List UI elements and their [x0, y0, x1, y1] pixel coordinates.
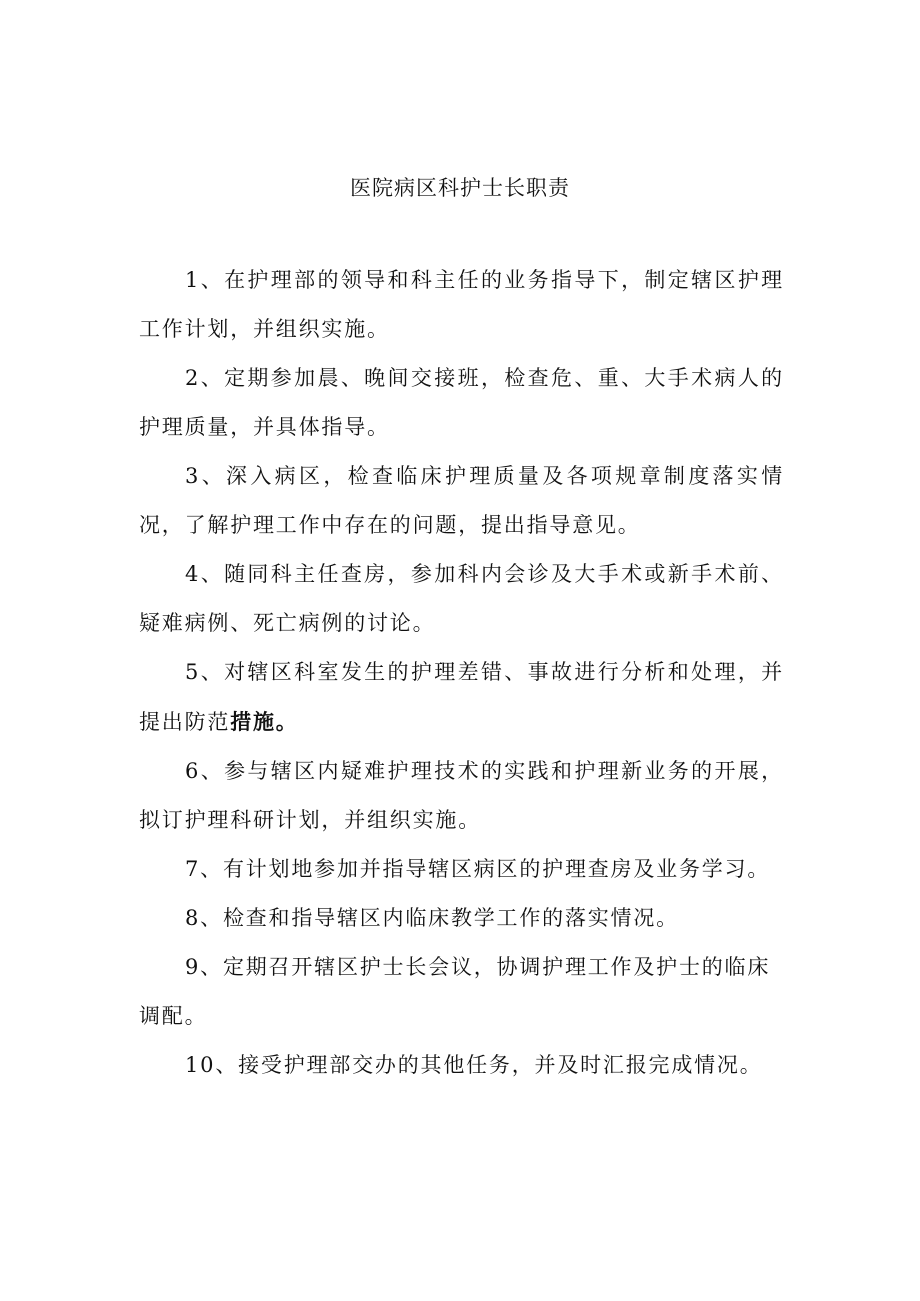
paragraph-text: 1、在护理部的领导和科主任的业务指导下，制定辖区护理工作计划，并组织实施。 — [139, 268, 784, 341]
paragraph-10 — [139, 1041, 784, 1090]
paragraph-5 — [139, 648, 784, 747]
paragraph-text: 10、接受护理部交办的其他任务，并及时汇报完成情况。 — [185, 1053, 763, 1077]
paragraph-9 — [139, 943, 784, 1041]
paragraph-text: 4、随同科主任查房，参加科内会诊及大手术或新手术前、疑难病例、死亡病例的讨论。 — [139, 562, 784, 635]
paragraph-text: 6、参与辖区内疑难护理技术的实践和护理新业务的开展，拟订护理科研计划，并组织实施。 — [139, 759, 784, 832]
paragraph-4 — [139, 550, 784, 648]
paragraph-text: 9、定期召开辖区护士长会议，协调护理工作及护士的临床 — [185, 955, 771, 979]
paragraph-text: 5、对辖区科室发生的护理差错、事故进行分析和处理，并提出防范 — [139, 660, 784, 734]
paragraph-text: 7、有计划地参加并指导辖区病区的护理查房及业务学习。 — [185, 857, 771, 881]
paragraph-8 — [139, 894, 784, 943]
paragraph-text: 3、深入病区，检查临床护理质量及各项规章制度落实情况，了解护理工作中存在的问题，提出指导意见。 — [139, 464, 784, 537]
paragraph-emphasis: 措施。 — [230, 709, 299, 734]
paragraph-6 — [139, 747, 784, 845]
paragraph-continuation: 调配。 — [139, 1004, 208, 1028]
document-title: 医院病区科护士长职责 — [350, 176, 570, 200]
paragraph-1 — [139, 256, 784, 354]
document-body — [139, 256, 784, 1090]
paragraph-2 — [139, 354, 784, 452]
paragraph-text: 2、定期参加晨、晚间交接班，检查危、重、大手术病人的护理质量，并具体指导。 — [139, 366, 784, 439]
paragraph-3 — [139, 452, 784, 550]
paragraph-text: 8、检查和指导辖区内临床教学工作的落实情况。 — [185, 906, 679, 930]
paragraph-7 — [139, 845, 784, 894]
